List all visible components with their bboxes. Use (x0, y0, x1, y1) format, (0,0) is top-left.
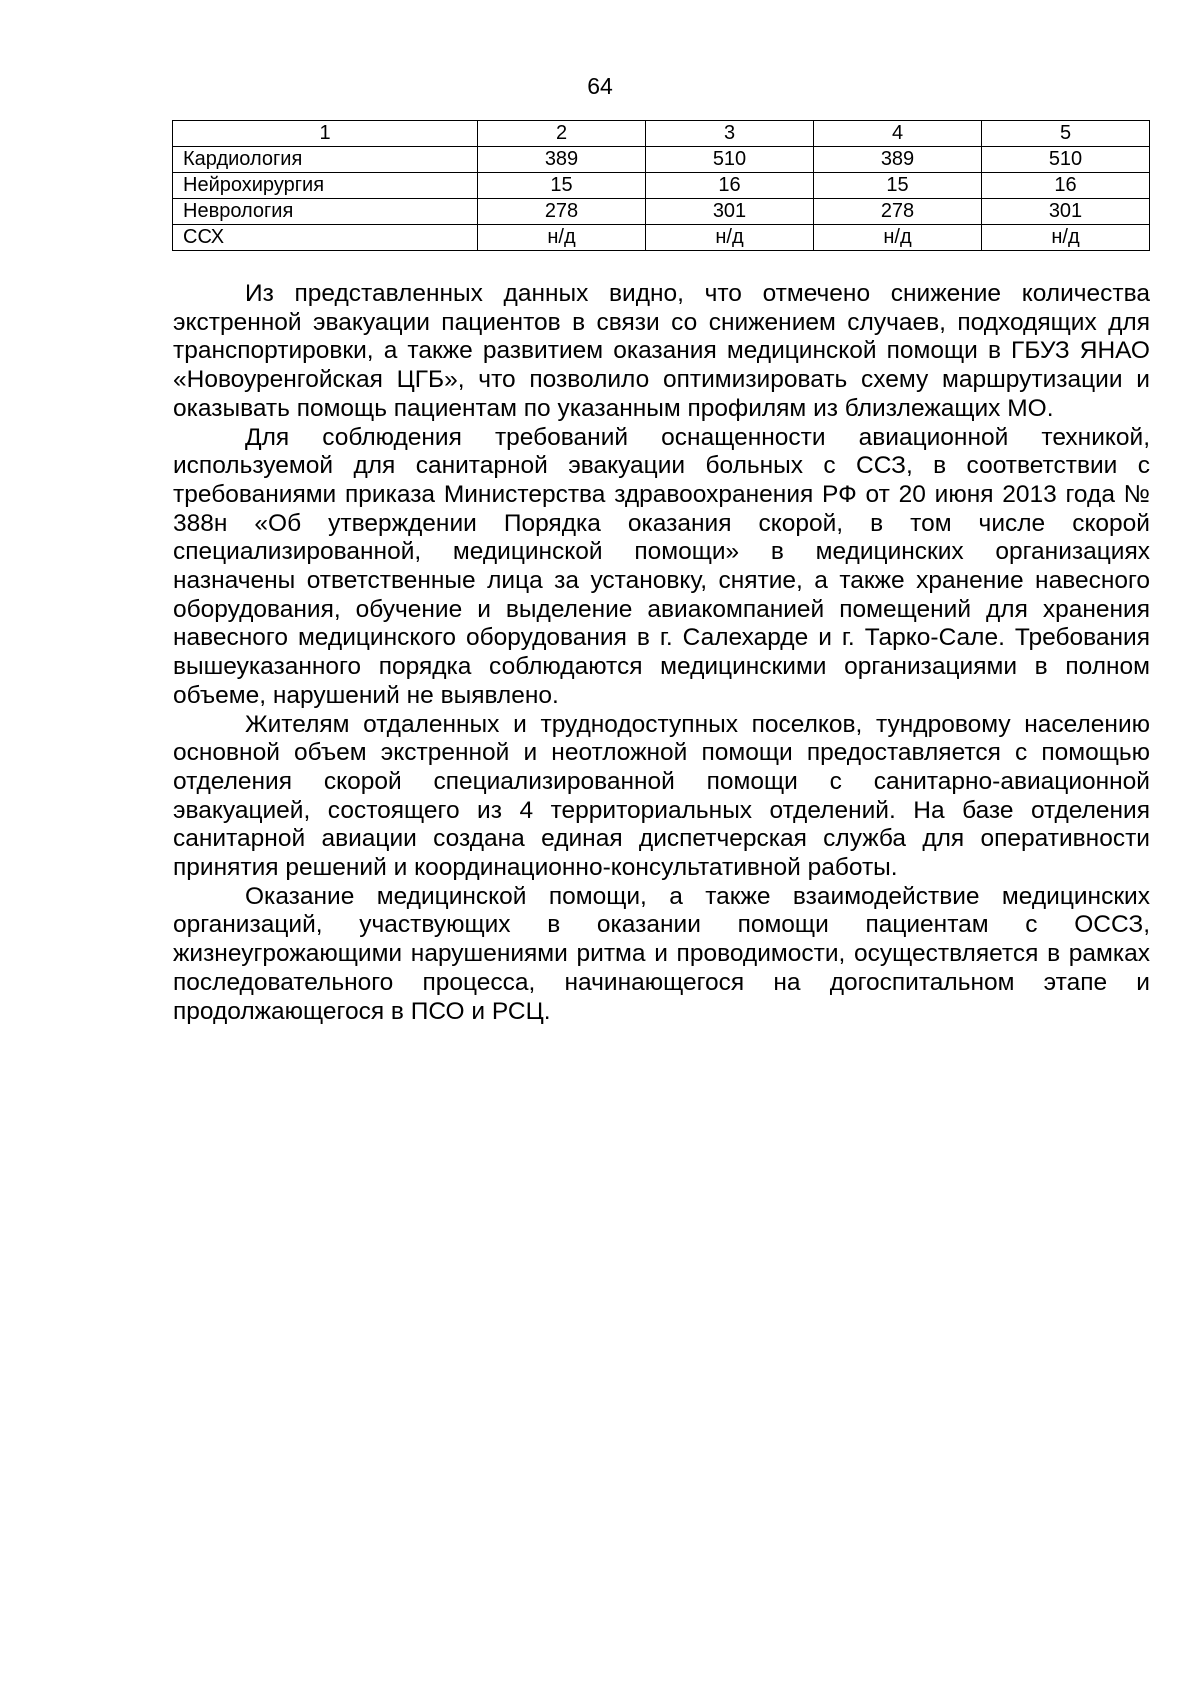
table-row-name: Кардиология (173, 147, 478, 173)
page-number: 64 (587, 73, 613, 99)
table-header-cell: 3 (646, 121, 814, 147)
table-header-cell: 2 (478, 121, 646, 147)
table-cell: н/д (646, 225, 814, 251)
table-cell: 15 (814, 173, 982, 199)
table-header-cell: 1 (173, 121, 478, 147)
paragraph: Оказание медицинской помощи, а также взаимодействие медицинских организаций, участвующих в оказании помощи пациентам с ОССЗ, жизнеугрожающими нарушениями ритма и проводимости, осуществляется в рамках последовательного процесса, начинающегося на догоспитальном этапе и продолжающегося в ПСО и РСЦ. (173, 882, 1150, 1025)
paragraph: Для соблюдения требований оснащенности авиационной техникой, используемой для санитарной эвакуации больных с ССЗ, в соответствии с требованиями приказа Министерства здравоохранения РФ от 20 июня 2013 года № 388н «Об утверждении Порядка оказания скорой, в том числе скорой специализированной, медицинской помощи» в медицинских организациях назначены ответственные лица за установку, снятие, а также хранение навесного оборудования, обучение и выделение авиакомпанией помещений для хранения навесного медицинского оборудования в г. Салехарде и г. Тарко-Сале. Требования вышеуказанного порядка соблюдаются медицинскими организациями в полном объеме, нарушений не выявлено. (173, 423, 1150, 709)
table-row (173, 173, 1150, 199)
table-header-cell: 4 (814, 121, 982, 147)
table-header-row (173, 121, 1150, 147)
table-cell: н/д (982, 225, 1150, 251)
data-table (172, 120, 1150, 251)
table-row-name: ССХ (173, 225, 478, 251)
table-cell: 510 (646, 147, 814, 173)
table-cell: 389 (814, 147, 982, 173)
table-cell: 16 (646, 173, 814, 199)
table-cell: н/д (478, 225, 646, 251)
body-text (173, 280, 1150, 1026)
table-row-name: Нейрохирургия (173, 173, 478, 199)
paragraph: Из представленных данных видно, что отмечено снижение количества экстренной эвакуации пациентов в связи со снижением случаев, подходящих для транспортировки, а также развитием оказания медицинской помощи в ГБУЗ ЯНАО «Новоуренгойская ЦГБ», что позволило оптимизировать схему маршрутизации и оказывать помощь пациентам по указанным профилям из близлежащих МО. (173, 280, 1150, 422)
table-cell: 278 (478, 199, 646, 225)
table-cell: 389 (478, 147, 646, 173)
table-cell: 301 (646, 199, 814, 225)
table-cell: 278 (814, 199, 982, 225)
table-cell: н/д (814, 225, 982, 251)
table-row (173, 147, 1150, 173)
table-cell: 15 (478, 173, 646, 199)
table-cell: 510 (982, 147, 1150, 173)
table-row-name: Неврология (173, 199, 478, 225)
table-cell: 301 (982, 199, 1150, 225)
table-header-cell: 5 (982, 121, 1150, 147)
table-row (173, 225, 1150, 251)
paragraph: Жителям отдаленных и труднодоступных поселков, тундровому населению основной объем экстренной и неотложной помощи предоставляется с помощью отделения скорой специализированной помощи с санитарно-авиационной эвакуацией, состоящего из 4 территориальных отделений. На базе отделения санитарной авиации создана единая диспетчерская служба для оперативности принятия решений и координационно-консультативной работы. (173, 710, 1150, 882)
table-cell: 16 (982, 173, 1150, 199)
table-row (173, 199, 1150, 225)
